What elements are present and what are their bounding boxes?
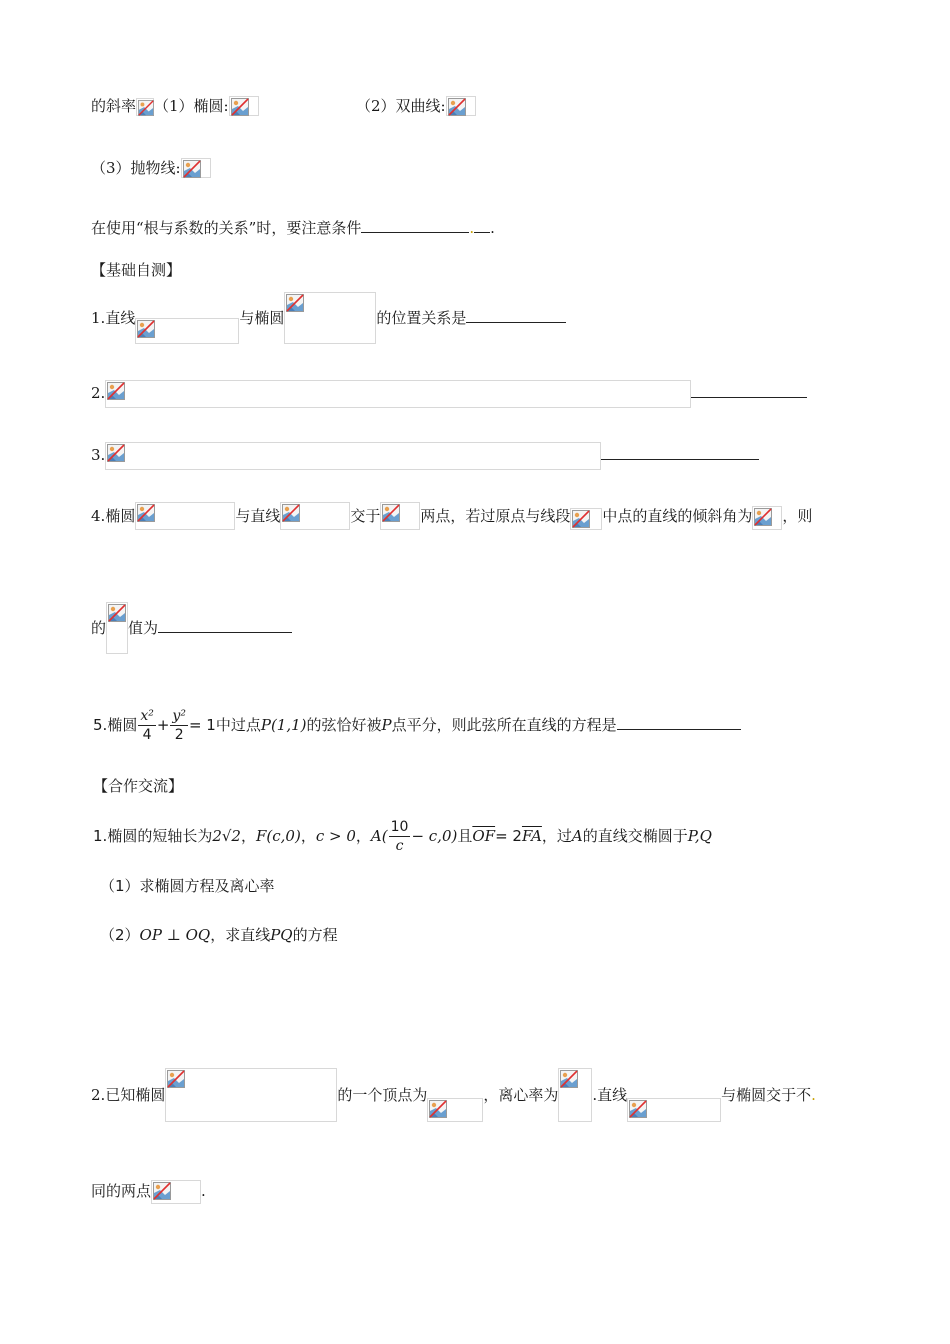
text: （2）双曲线:	[356, 97, 446, 115]
broken-image-icon	[627, 1098, 721, 1122]
problem-4	[91, 502, 812, 530]
question-1	[93, 812, 712, 860]
problem-2	[91, 378, 807, 408]
math-text: F(c,0)	[256, 827, 301, 845]
text: 椭圆	[107, 716, 138, 734]
question-2-cont	[91, 1178, 206, 1204]
text: 与椭圆	[239, 309, 285, 327]
text: .直线	[592, 1086, 628, 1104]
text: ，过	[541, 827, 572, 845]
text: 的位置关系是	[376, 309, 467, 327]
fraction-y2-2	[170, 707, 188, 744]
line-parabola	[91, 158, 211, 178]
text: 1.	[91, 309, 106, 327]
text: ，则	[782, 507, 813, 525]
broken-image-icon	[284, 292, 376, 344]
question-1-part-1: （1）求椭圆方程及离心率	[100, 877, 275, 895]
broken-image-icon	[558, 1068, 592, 1122]
text: ，求直线	[210, 926, 271, 944]
vector-of: $\overline{OF}$	[472, 827, 496, 845]
section-heading-basic: 【基础自测】	[91, 261, 182, 279]
numerator: y²	[172, 708, 186, 724]
answer-blank[interactable]	[691, 383, 807, 398]
question-2	[91, 1068, 816, 1122]
text: 中点的直线的倾斜角为	[602, 507, 753, 525]
text: +	[156, 716, 170, 734]
broken-image-icon	[136, 98, 154, 116]
denominator: 4	[142, 727, 152, 743]
text: ，	[300, 827, 316, 845]
broken-image-icon	[151, 1180, 201, 1204]
text: 3.	[91, 446, 106, 464]
broken-image-icon	[165, 1068, 337, 1122]
text: ，离心率为	[483, 1086, 559, 1104]
text: 4.	[91, 507, 106, 525]
text: 中过点	[215, 716, 261, 734]
line-slope	[91, 96, 259, 116]
answer-blank[interactable]	[601, 445, 759, 460]
text: 1.	[93, 827, 108, 845]
text: 点平分，则此弦所在直线的方程是	[391, 716, 617, 734]
text: 的直线交椭圆于	[582, 827, 688, 845]
broken-image-icon	[181, 158, 211, 178]
math-text: A(	[370, 827, 388, 845]
problem-3	[91, 440, 759, 470]
numerator: 10	[390, 819, 409, 835]
text: 直线	[105, 309, 136, 327]
text: 交于	[350, 507, 381, 525]
question-1-part-2	[100, 925, 338, 945]
answer-blank[interactable]	[361, 218, 469, 233]
problem-5	[93, 700, 741, 750]
text: 且	[457, 827, 473, 845]
math-text: P	[381, 716, 392, 734]
section-heading-cooperate: 【合作交流】	[93, 777, 184, 795]
vector-fa: $\overline{FA}$	[521, 827, 542, 845]
text: （3）抛物线:	[91, 159, 181, 177]
fraction-x2-4	[138, 707, 156, 744]
text: 的斜率	[91, 97, 137, 115]
broken-image-icon	[752, 506, 782, 530]
broken-image-icon	[135, 318, 239, 344]
line-condition: 在使用“根与系数的关系”时，要注意条件 . .	[91, 219, 495, 237]
math-text: OP ⊥ OQ	[139, 926, 211, 944]
text: 5.	[93, 716, 108, 734]
math-text: A	[571, 827, 583, 845]
broken-image-icon	[570, 508, 602, 530]
text: 与椭圆交于不	[721, 1086, 812, 1104]
text: 两点，若过原点与线段	[420, 507, 571, 525]
problem-4-cont	[91, 602, 292, 654]
text: 已知椭圆	[105, 1086, 166, 1104]
text: （1）椭圆:	[154, 97, 229, 115]
broken-image-icon	[105, 442, 601, 470]
mark-dot: .	[811, 1086, 816, 1104]
broken-image-icon	[427, 1098, 483, 1122]
text: ，	[240, 827, 256, 845]
text: ，	[355, 827, 371, 845]
denominator: 2	[174, 727, 184, 743]
broken-image-icon	[446, 96, 476, 116]
mark-dot: .	[469, 219, 475, 237]
broken-image-icon	[105, 380, 691, 408]
fraction-10-c	[389, 818, 411, 855]
numerator: x²	[140, 708, 154, 724]
answer-blank[interactable]	[617, 715, 741, 730]
text: 与直线	[235, 507, 281, 525]
broken-image-icon	[135, 502, 235, 530]
denominator: c	[395, 838, 404, 854]
math-text: 2√2	[212, 827, 241, 845]
text: .	[201, 1182, 206, 1200]
math-text: − c,0)	[411, 827, 458, 845]
text: = 1	[188, 716, 216, 734]
answer-blank[interactable]	[474, 218, 490, 233]
broken-image-icon	[380, 502, 420, 530]
broken-image-icon	[106, 602, 128, 654]
text: 椭圆	[105, 507, 136, 525]
line-hyperbola	[356, 96, 476, 116]
text: 同的两点	[91, 1182, 152, 1200]
math-text: c > 0	[315, 827, 356, 845]
text: 的一个顶点为	[337, 1086, 428, 1104]
answer-blank[interactable]	[466, 308, 566, 323]
text: 2.	[91, 384, 106, 402]
text: 2.	[91, 1086, 106, 1104]
answer-blank[interactable]	[158, 618, 292, 633]
text: 值为	[128, 619, 159, 637]
broken-image-icon	[280, 502, 350, 530]
text: 的	[91, 619, 107, 637]
text: 的弦恰好被	[306, 716, 382, 734]
broken-image-icon	[229, 96, 259, 116]
text: 椭圆的短轴长为	[107, 827, 213, 845]
text: （2）	[100, 926, 140, 944]
math-text: PQ	[270, 926, 293, 944]
text: = 2	[495, 827, 522, 845]
problem-1	[91, 292, 566, 344]
text: 在使用“根与系数的关系”时，要注意条件	[91, 219, 362, 237]
text: 的方程	[292, 926, 338, 944]
math-text: P,Q	[687, 827, 712, 845]
math-text: P(1,1)	[260, 716, 307, 734]
